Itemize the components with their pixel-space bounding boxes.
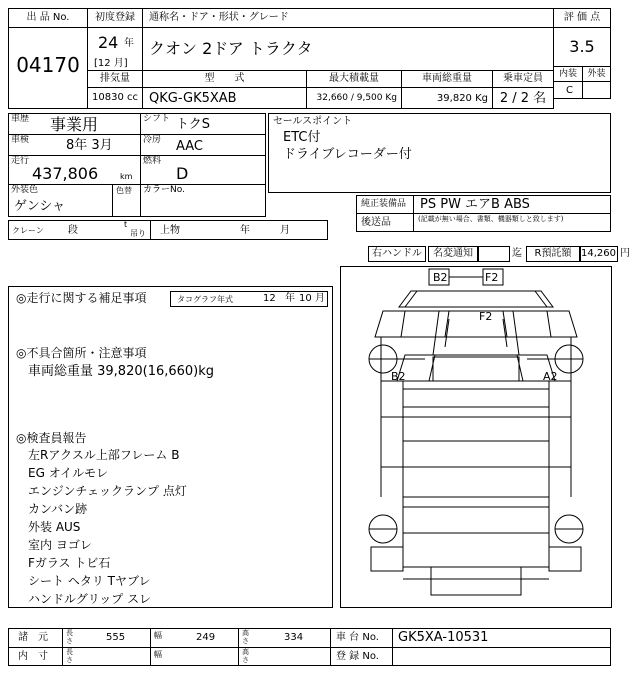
supplement-label: ◎走行に関する補足事項 <box>16 291 147 305</box>
displacement-cell <box>87 87 143 109</box>
color-change-label: 色替 <box>116 186 132 195</box>
gross-weight-value: 39,820 Kg <box>436 93 488 104</box>
ac-label: 冷房 <box>143 135 162 145</box>
history-value: 事業用 <box>50 115 99 134</box>
capacity-value: 2 / 2 名 <box>499 91 547 106</box>
steering-box <box>368 246 426 262</box>
report-item: 室内 ヨゴレ <box>28 538 92 552</box>
damage-label-f2-top: F2 <box>485 271 499 284</box>
inspector-report-label: ◎検査員報告 <box>16 431 87 445</box>
capacity-label-cell <box>492 70 554 88</box>
rating-cell <box>553 27 611 67</box>
exterior-label-cell <box>582 66 611 82</box>
damage-label-f2-glass: F2 <box>479 310 493 323</box>
standard-equipment-label-cell <box>356 195 414 214</box>
width-label: 幅 <box>154 631 162 640</box>
first-reg-year: 24 <box>98 33 119 52</box>
ac-value: AAC <box>176 139 203 154</box>
shift-label: シフト <box>143 114 171 124</box>
truck-diagram <box>341 267 611 607</box>
length-label: 長さ <box>66 629 73 645</box>
interior-grade: C <box>566 85 573 96</box>
standard-equipment-cell <box>413 195 611 214</box>
inner-dims-label: 内 寸 <box>18 651 48 662</box>
gross-weight-label: 車両総重量 <box>422 73 472 84</box>
mileage-label: 走行 <box>11 156 30 166</box>
height-value: 334 <box>284 632 304 643</box>
report-item: ハンドルグリップ スレ <box>28 592 152 606</box>
standard-equipment: PS PW エアB ABS <box>420 197 530 212</box>
gross-weight-label-cell <box>401 70 493 88</box>
mileage-value: 437,806 <box>32 164 99 183</box>
sales-points-box <box>268 113 611 193</box>
displacement-label-cell <box>87 70 143 88</box>
damage-label-b2-left: B2 <box>391 370 406 383</box>
rating-label-cell <box>553 8 611 28</box>
report-item: 外装 AUS <box>28 520 81 534</box>
model-label-cell <box>142 70 307 88</box>
tachograph-year-unit: 年 <box>285 293 295 304</box>
fuel-label: 燃料 <box>143 156 162 166</box>
mileage-unit: km <box>120 172 133 181</box>
rating-value: 3.5 <box>569 37 595 56</box>
displacement-value: 10830 cc <box>92 92 138 103</box>
name-change-value-box <box>478 246 510 262</box>
report-item: シート ヘタリ Tヤブレ <box>28 574 151 588</box>
r-tank-label-box <box>526 246 580 262</box>
inspector-report-list <box>28 446 187 608</box>
model-value: QKG-GK5XAB <box>149 91 237 106</box>
shift-value: トクS <box>176 117 210 132</box>
color-code-label: カラーNo. <box>143 185 185 195</box>
lot-number-cell <box>8 27 88 109</box>
model-cell <box>142 87 307 109</box>
tachograph-year: 12 <box>263 293 276 304</box>
damage-label-a2-right: A2 <box>543 370 558 383</box>
report-item: エンジンチェックランプ 点灯 <box>28 484 187 498</box>
vehicle-name-label: 通称名・ドア・形状・グレード <box>149 12 289 23</box>
max-load-label-cell <box>306 70 402 88</box>
report-item: Fガラス トビ石 <box>28 556 111 570</box>
report-item: 左Rアクスル上部フレーム B <box>28 448 180 462</box>
truck-diagram-panel <box>340 266 612 608</box>
crane-stage: 段 <box>68 225 78 236</box>
tachograph-month: 10 <box>299 293 312 304</box>
sales-point-item: ドライブレコーダー付 <box>283 147 412 162</box>
standard-equipment-label: 純正装備品 <box>361 199 407 209</box>
defect-item: 車両総重量 39,820(16,660)kg <box>28 364 215 379</box>
color-value: ゲンシャ <box>14 199 66 214</box>
capacity-label: 乗車定員 <box>503 73 543 84</box>
r-tank-value-box <box>580 246 618 262</box>
name-change-label-box <box>428 246 478 262</box>
tachograph-label: タコグラフ年式 <box>177 295 233 304</box>
crane-year: 年 <box>240 225 250 236</box>
aftermarket-label: 後送品 <box>361 217 391 228</box>
rating-label: 評 価 点 <box>563 12 601 23</box>
vehicle-name-label-cell <box>142 8 554 28</box>
crane-label: クレーン <box>12 226 44 235</box>
lot-number: 04170 <box>16 53 80 77</box>
first-reg-label: 初度登録 <box>95 12 135 23</box>
inspection-value: 8年 3月 <box>66 138 113 153</box>
first-reg-label-cell <box>87 8 143 28</box>
tachograph-month-unit: 月 <box>315 293 325 304</box>
report-item: カンバン跡 <box>28 502 88 516</box>
vehicle-name: クオン 2ドア トラクタ <box>149 39 313 58</box>
first-reg-cell <box>87 27 143 71</box>
registration-label: 登 録 No. <box>336 651 379 662</box>
chassis-number: GK5XA-10531 <box>398 630 489 645</box>
max-load-label: 最大積載量 <box>329 73 379 84</box>
max-load-cell <box>306 87 402 109</box>
r-tank-label: R預託額 <box>534 248 572 259</box>
first-reg-month: [12 月] <box>94 58 128 69</box>
crane-tons: 吊り <box>130 229 146 238</box>
yen-unit: 円 <box>620 248 630 259</box>
tachograph-box <box>170 291 328 307</box>
aftermarket-label-cell <box>356 213 414 232</box>
lot-number-label-cell <box>8 8 88 28</box>
damage-label-b2-top: B2 <box>433 271 448 284</box>
steering-value: 右ハンドル <box>372 248 422 259</box>
interior-label-cell <box>553 66 583 82</box>
chassis-label: 車 台 No. <box>336 632 379 643</box>
crane-month: 月 <box>280 225 290 236</box>
inner-width-label: 幅 <box>154 650 162 659</box>
history-label: 車歴 <box>11 114 30 124</box>
r-tank-value: 14,260 <box>581 248 616 259</box>
inspection-label: 車検 <box>11 135 30 145</box>
report-item: EG オイルモレ <box>28 466 109 480</box>
inner-length-label: 長さ <box>66 648 73 664</box>
first-reg-year-unit: 年 <box>124 38 134 49</box>
sales-points-label: セールスポイント <box>273 116 353 127</box>
width-value: 249 <box>196 632 216 643</box>
sales-point-item: ETC付 <box>283 130 321 145</box>
exterior-grade-cell <box>582 81 611 99</box>
color-label: 外装色 <box>11 185 39 195</box>
name-change-label: 名変通知 <box>433 248 473 259</box>
exterior-label: 外装 <box>587 69 606 79</box>
max-load-value: 32,660 / 9,500 Kg <box>316 93 397 103</box>
inner-height-label: 高さ <box>242 648 249 664</box>
aftermarket-note: (記載が無い場合、書類、機器類しと致します) <box>418 215 564 223</box>
height-label: 高さ <box>242 629 249 645</box>
capacity-cell <box>492 87 554 109</box>
crane-tons-t: t <box>124 220 128 229</box>
model-label: 型 式 <box>204 73 245 84</box>
dims-label: 諸 元 <box>18 632 48 643</box>
aftermarket-cell <box>413 213 611 232</box>
interior-label: 内装 <box>558 69 577 79</box>
fuel-value: D <box>176 164 189 183</box>
gross-weight-cell <box>401 87 493 109</box>
mileage-check-label: 迄 <box>512 248 522 259</box>
crane-mount-label: 上物 <box>160 225 180 236</box>
interior-grade-cell <box>553 81 583 99</box>
displacement-label: 排気量 <box>100 73 130 84</box>
lot-number-label: 出 品 No. <box>26 12 70 23</box>
vehicle-name-cell <box>142 27 554 71</box>
defects-label: ◎不具合箇所・注意事項 <box>16 346 147 360</box>
length-value: 555 <box>106 632 126 643</box>
